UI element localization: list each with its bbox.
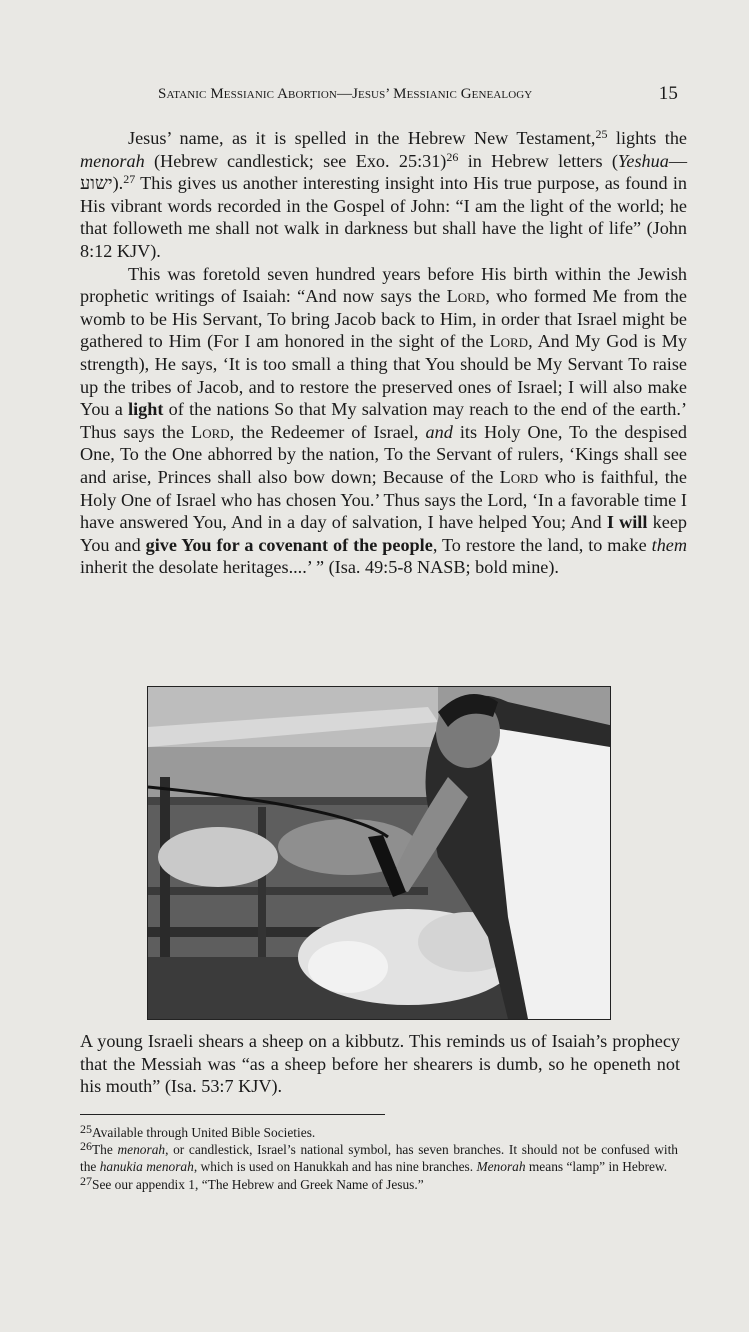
italic-yeshua: Yeshua bbox=[617, 150, 669, 171]
italic-menorah: menorah bbox=[117, 1142, 166, 1158]
text-run: lights the bbox=[607, 128, 687, 148]
footnote-number: 25 bbox=[80, 1122, 92, 1136]
footnote-27 bbox=[80, 1173, 678, 1193]
text-run: keep You and bbox=[80, 512, 687, 555]
photo-caption: A young Israeli shears a sheep on a kibbutz. This reminds us of Isaiah’s prophecy that the Messiah was “as a sheep before her shearers is dumb, so he openeth not his mouth” (Isa. 53:7 KJV). bbox=[80, 1031, 680, 1097]
text-run: who is faithful, the Holy One of Israel who has chosen You.’ Thus says the Lord, ‘In a favorable time I have answered You, And in a day of salvation, I have helped You; And bbox=[80, 466, 687, 533]
italic-them: them bbox=[651, 534, 687, 555]
footnote-25 bbox=[80, 1124, 678, 1141]
footnotes bbox=[80, 1124, 678, 1193]
text-run: inherit the desolate heritages....’ ” (Isa. 49:5-8 NASB; bold mine). bbox=[80, 557, 559, 578]
text-run: , And My God is My strength), He says, ‘It is too small a thing that You should be My Servant To raise up the tribes of Jacob, and to restore the preserved ones of Israel; I will also make You a bbox=[80, 331, 687, 420]
footnote-ref-25: 25 bbox=[595, 127, 608, 141]
text-run: of the nations So that My salvation may reach to the end of the earth.’ Thus says the bbox=[80, 399, 687, 442]
italic-menorah: Menorah bbox=[476, 1159, 526, 1175]
footnote-rule bbox=[80, 1114, 385, 1115]
text-run: , which is used on Hanukkah and has nine branches. bbox=[193, 1159, 477, 1175]
italic-menorah: menorah bbox=[80, 150, 145, 171]
italic-and: and bbox=[425, 421, 453, 442]
text-run: ). bbox=[112, 173, 124, 194]
running-head bbox=[158, 83, 678, 104]
footnote-number: 26 bbox=[80, 1139, 92, 1154]
text-run: its Holy One, To the despised One, To the One abhorred by the nation, To the Servant of rulers, ‘Kings shall see and arise, Princes shall also bow down; Because of the bbox=[80, 421, 687, 487]
text-run: , the Redeemer of Israel, bbox=[229, 421, 426, 442]
sheep-shearing-photo bbox=[147, 686, 611, 1020]
footnote-26 bbox=[80, 1141, 678, 1175]
text-run: in Hebrew letters ( bbox=[458, 150, 618, 171]
italic-hanukia-menorah: hanukia menorah bbox=[99, 1159, 194, 1175]
footnote-text: Available through United Bible Societies. bbox=[92, 1125, 316, 1140]
bold-light: light bbox=[128, 399, 164, 420]
paragraph-2 bbox=[80, 263, 687, 579]
small-caps-lord: Lord bbox=[499, 466, 539, 487]
text-run: , To restore the land, to make bbox=[432, 534, 652, 555]
text-run: means “lamp” in Hebrew. bbox=[525, 1159, 668, 1175]
footnote-ref-27: 27 bbox=[123, 172, 136, 187]
text-run: , or candlestick, Israel’s national symbol, has seven branches. It should not be confused with the bbox=[80, 1142, 679, 1175]
text-run: This gives us another interesting insight into His true purpose, as found in His vibrant words recorded in the Gospel of John: “I am the light of the world; he that followeth me shall not walk in darkness but shall have the light of life” (John 8:12 KJV). bbox=[80, 173, 687, 261]
footnote-text: See our appendix 1, “The Hebrew and Greek Name of Jesus.” bbox=[92, 1176, 424, 1192]
page-number: 15 bbox=[658, 83, 678, 104]
running-head-title: Satanic Messianic Abortion—Jesus’ Messianic Genealogy bbox=[158, 86, 533, 102]
bold-covenant: give You for a covenant of the people bbox=[145, 534, 433, 555]
text-run: , who formed Me from the womb to be His Servant, To bring Jacob back to Him, in order that Israel might be gathered to Him (For I am honored in the sight of the bbox=[80, 286, 687, 352]
text-run: Jesus’ name, as it is spelled in the Hebrew New Testament, bbox=[128, 128, 596, 148]
footnote-number: 27 bbox=[80, 1173, 92, 1188]
hebrew-name: —ישוע bbox=[80, 150, 687, 194]
small-caps-lord: Lord bbox=[191, 421, 230, 442]
text-run: This was foretold seven hundred years before His birth within the Jewish prophetic writings of Isaiah: “And now says the bbox=[80, 263, 687, 307]
footnote-ref-26: 26 bbox=[446, 149, 459, 164]
bold-i-will: I will bbox=[606, 512, 648, 533]
small-caps-lord: Lord bbox=[446, 286, 486, 307]
text-run: (Hebrew candlestick; see Exo. 25:31) bbox=[144, 150, 447, 171]
body-text bbox=[80, 127, 687, 579]
small-caps-lord: Lord bbox=[489, 331, 529, 352]
text-run: The bbox=[92, 1142, 118, 1158]
paragraph-1 bbox=[80, 127, 687, 263]
